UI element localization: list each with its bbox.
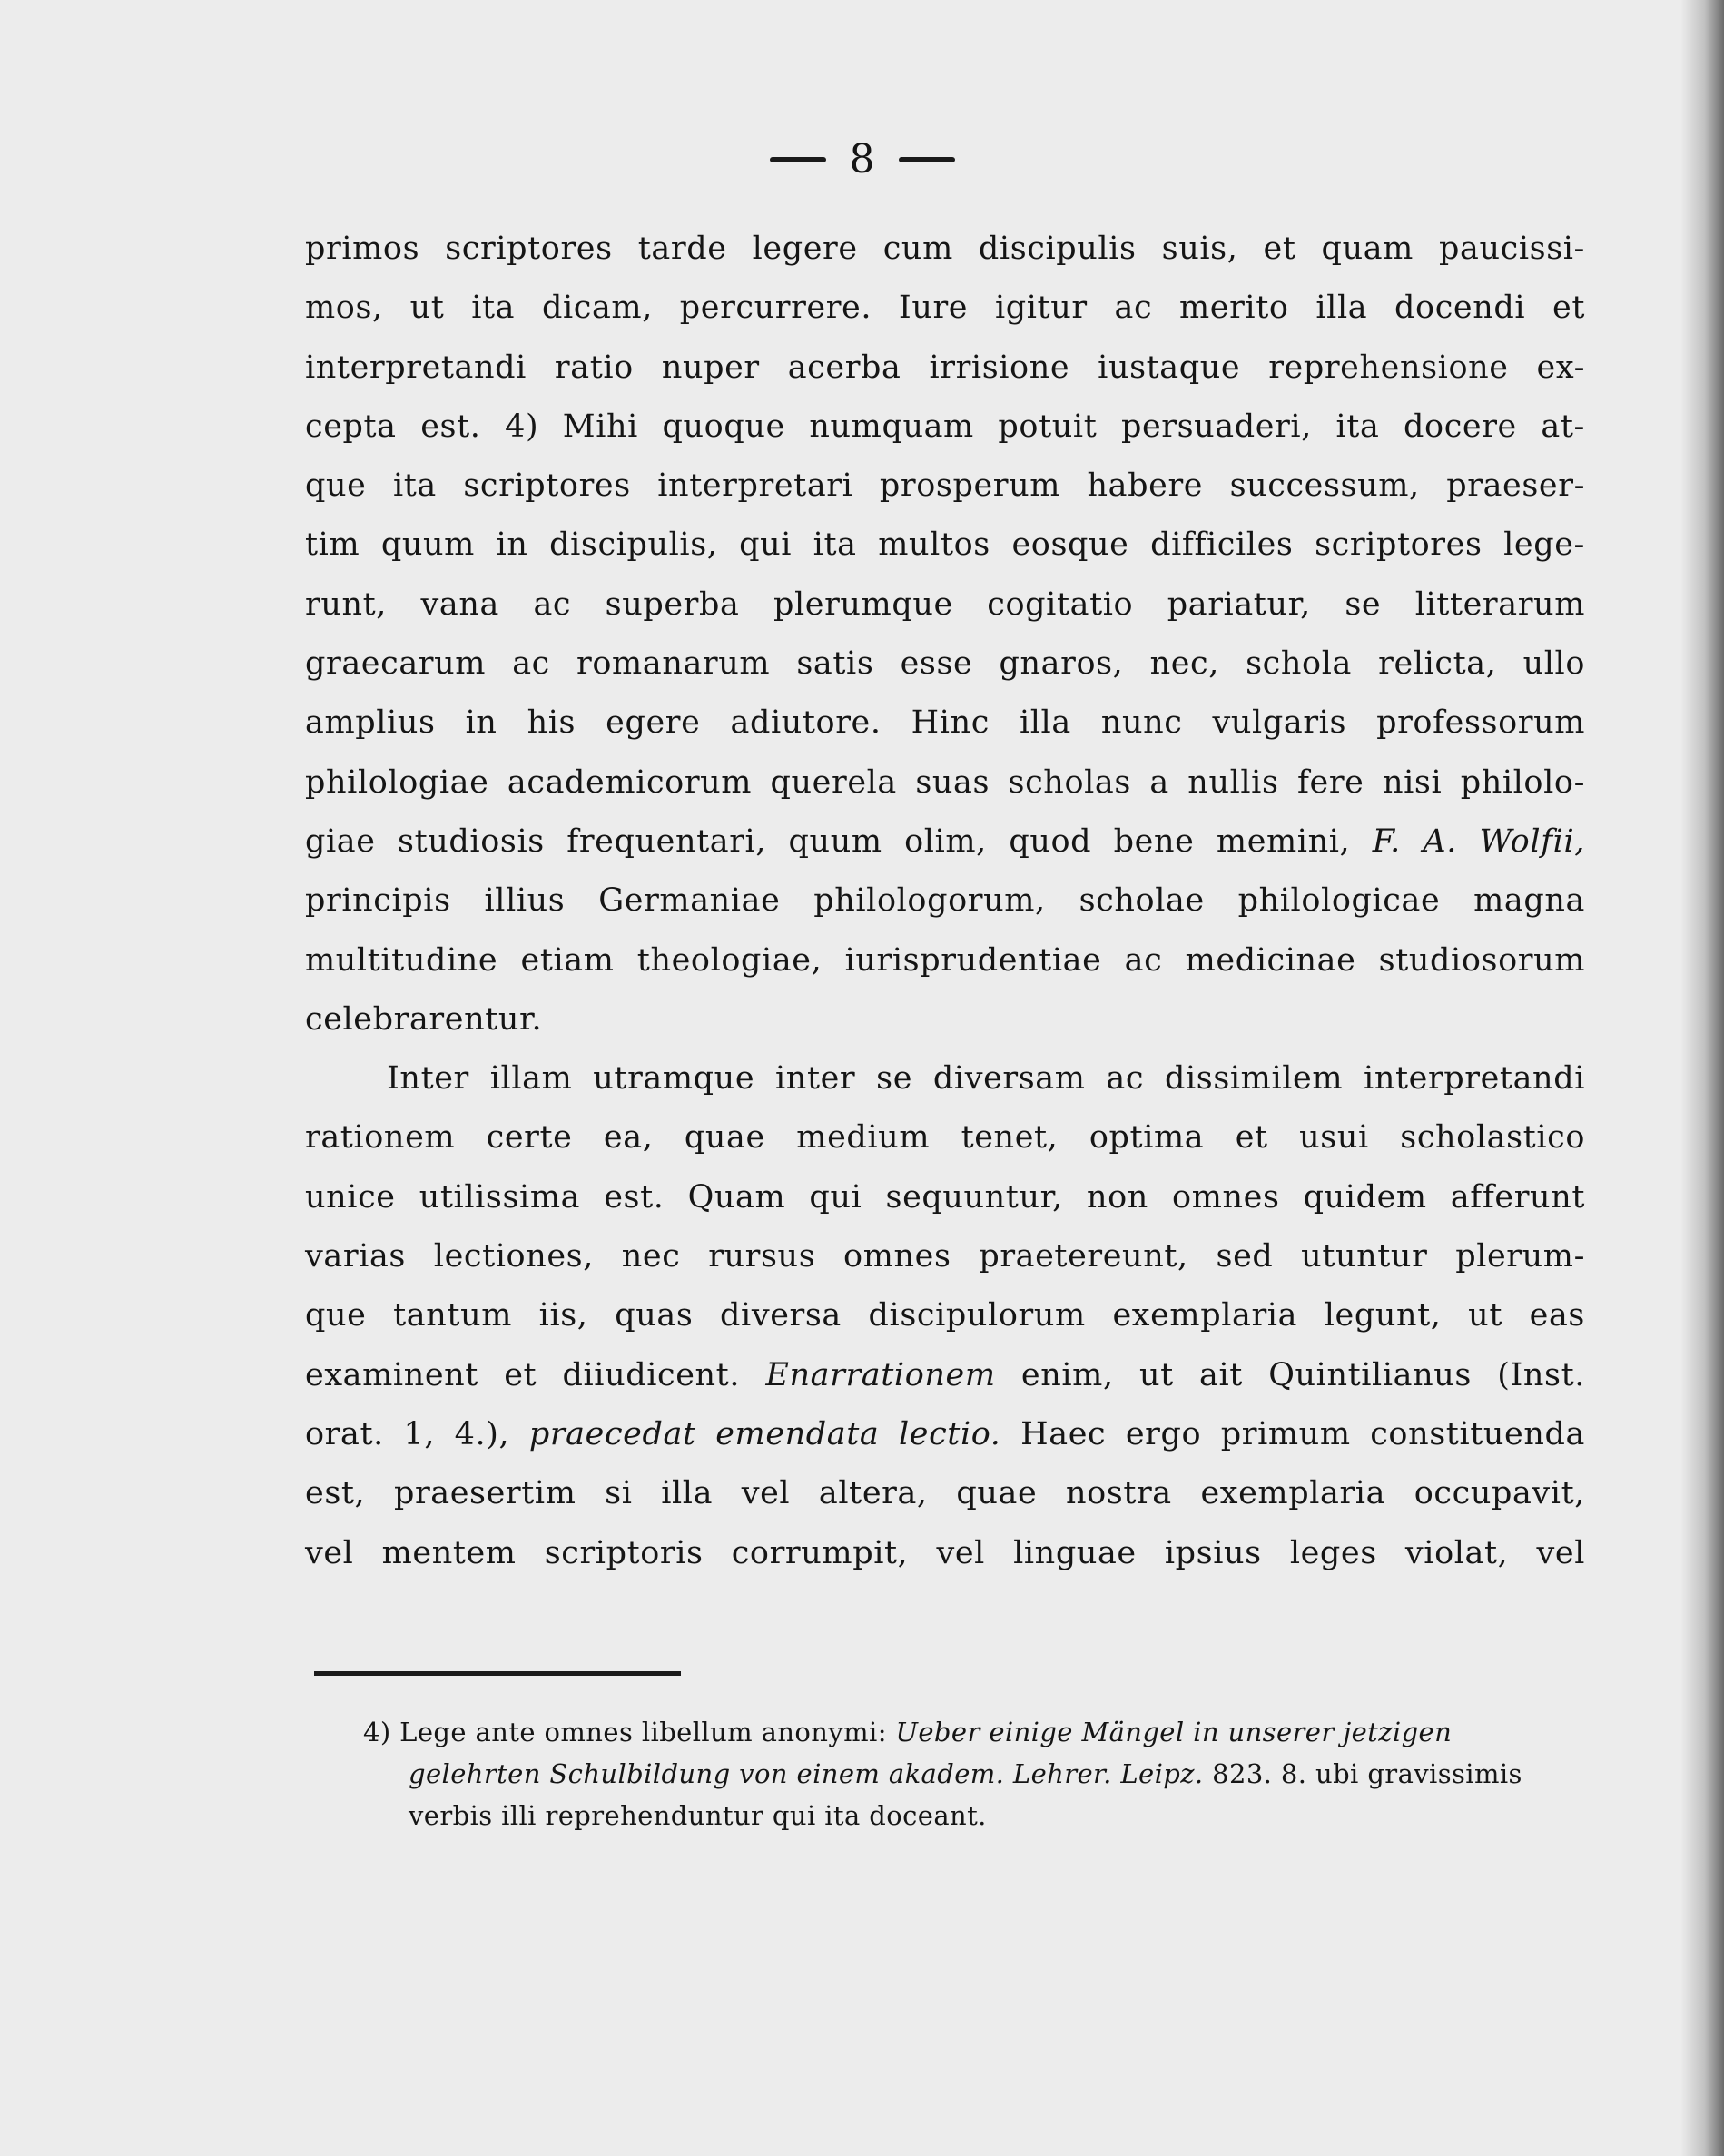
italic-name: F. A. Wolfii, xyxy=(1372,822,1585,860)
text-line: graecarum ac romanarum satis esse gnaros, nec, schola relicta, ullo xyxy=(305,645,1585,683)
text-segment: Haec ergo primum constituenda xyxy=(1000,1415,1585,1452)
page-number: 8 xyxy=(849,136,875,182)
italic-phrase: praecedat emendata lectio. xyxy=(528,1415,1001,1452)
italic-phrase: Enarrationem xyxy=(765,1356,996,1393)
text-segment: examinent et diiudicent. xyxy=(305,1356,766,1393)
page-header xyxy=(0,136,1724,191)
text-line: amplius in his egere adiutore. Hinc illa nunc vulgaris professorum xyxy=(305,704,1585,742)
text-line: mos, ut ita dicam, percurrere. Iure igitur ac merito illa docendi et xyxy=(305,290,1585,327)
body-text xyxy=(305,220,1585,1583)
footnote-line: verbis illi reprehenduntur qui ita doceant. xyxy=(409,1800,987,1831)
text-line: varias lectiones, nec rursus omnes praetereunt, sed utuntur plerum- xyxy=(305,1238,1585,1275)
text-line: principis illius Germaniae philologorum, scholae philologicae magna xyxy=(305,882,1585,920)
page-edge-shadow xyxy=(1680,0,1724,2156)
text-segment: orat. 1, 4.), xyxy=(305,1415,529,1452)
text-line xyxy=(305,812,1585,871)
footnote-text: 823. 8. ubi gravissimis xyxy=(1203,1758,1522,1789)
text-line: est, praesertim si illa vel altera, quae nostra exemplaria occupavit, xyxy=(305,1475,1585,1512)
footnote-line xyxy=(363,1753,1589,1795)
text-line: philologiae academicorum querela suas scholas a nullis fere nisi philolo- xyxy=(305,763,1585,801)
text-line: que tantum iis, quas diversa discipulorum exemplaria legunt, ut eas xyxy=(305,1297,1585,1334)
text-line xyxy=(305,1405,1585,1464)
paragraph-2 xyxy=(305,1049,1585,1583)
text-line: vel mentem scriptoris corrumpit, vel linguae ipsius leges violat, vel xyxy=(305,1534,1585,1571)
text-line: primos scriptores tarde legere cum discipulis suis, et quam paucissi- xyxy=(305,231,1585,267)
text-line: multitudine etiam theologiae, iurisprudentiae ac medicinae studiosorum xyxy=(305,941,1585,979)
text-line: Inter illam utramque inter se diversam ac dissimilem interpretandi xyxy=(387,1060,1585,1098)
header-dash-right xyxy=(899,157,955,162)
footnotes xyxy=(363,1711,1589,1836)
footnote-italic: Ueber einige Mängel in unserer jetzigen xyxy=(895,1717,1453,1747)
footnote-rule xyxy=(314,1671,681,1676)
footnote-italic: gelehrten Schulbildung von einem akadem. Lehrer. Leipz. xyxy=(409,1758,1204,1789)
footnote-text: 4) Lege ante omnes libellum anonymi: xyxy=(363,1717,896,1747)
text-line xyxy=(305,1346,1585,1405)
text-segment: giae studiosis frequentari, quum olim, quod bene memini, xyxy=(305,822,1373,860)
text-line: celebrarentur. xyxy=(305,1000,543,1038)
text-line: runt, vana ac superba plerumque cogitatio pariatur, se litterarum xyxy=(305,586,1585,623)
text-line: interpretandi ratio nuper acerba irrisione iustaque reprehensione ex- xyxy=(305,349,1585,386)
text-line: rationem certe ea, quae medium tenet, optima et usui scholastico xyxy=(305,1119,1585,1157)
footnote-line xyxy=(363,1711,1589,1753)
text-segment: enim, ut ait Quintilianus (Inst. xyxy=(995,1356,1586,1393)
text-line: tim quum in discipulis, qui ita multos eosque difficiles scriptores lege- xyxy=(305,527,1585,564)
text-line: cepta est. 4) Mihi quoque numquam potuit persuaderi, ita docere at- xyxy=(305,408,1585,445)
header-dash-left xyxy=(770,157,826,162)
paragraph-1 xyxy=(305,220,1585,1049)
text-line: que ita scriptores interpretari prosperum habere successum, praeser- xyxy=(305,468,1585,505)
text-line: unice utilissima est. Quam qui sequuntur, non omnes quidem afferunt xyxy=(305,1178,1585,1216)
